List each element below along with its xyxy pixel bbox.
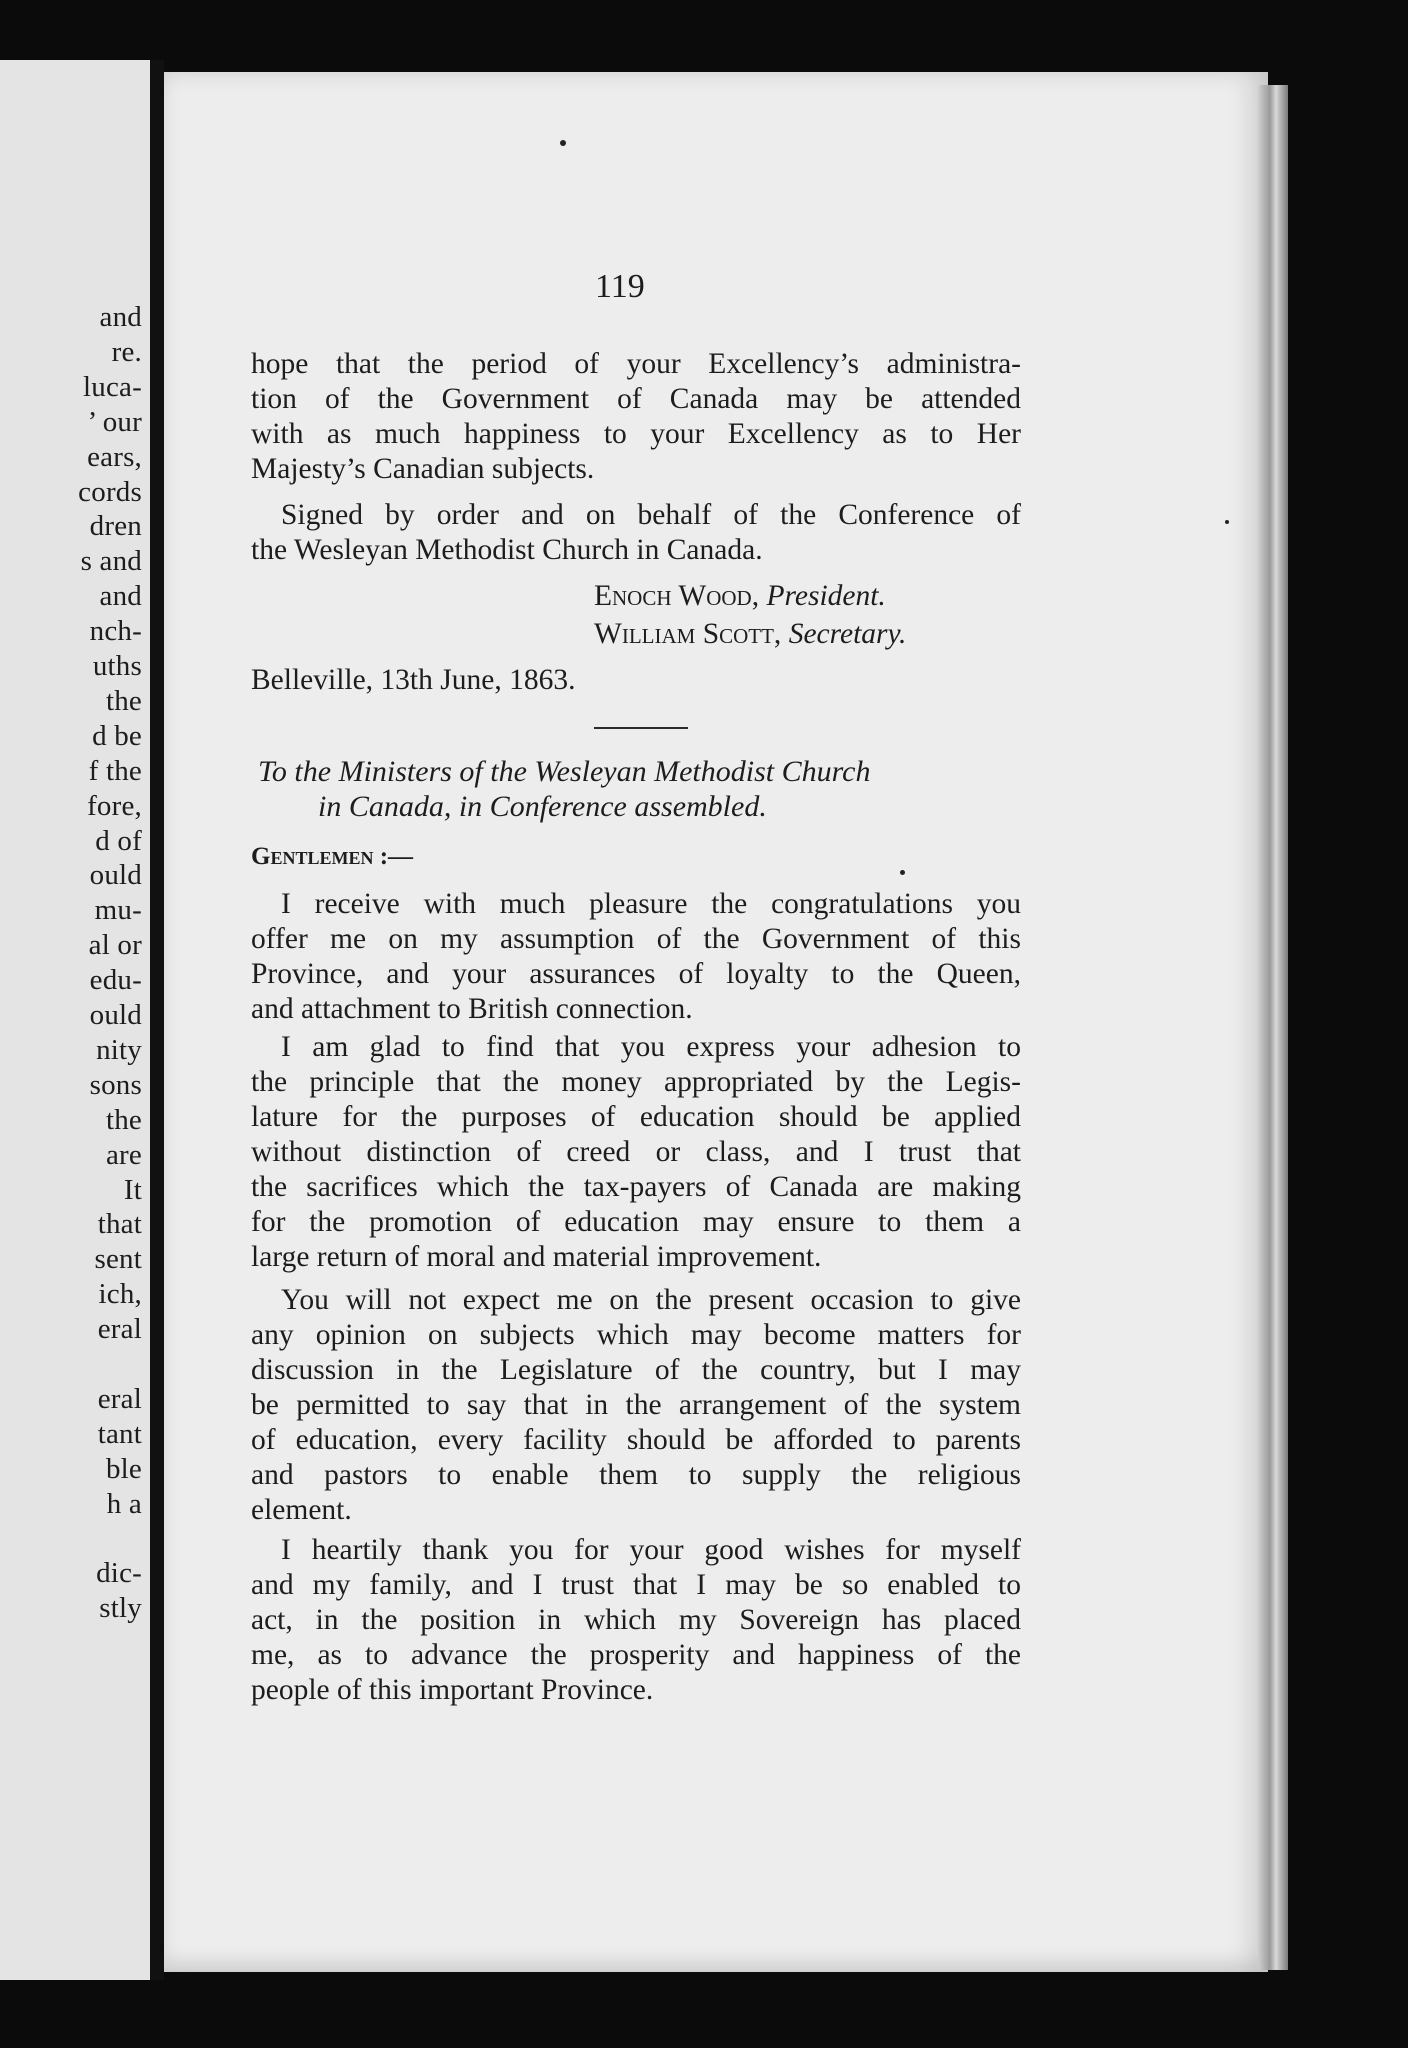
left-fragment-line: the bbox=[105, 1103, 142, 1136]
text-line: the Wesleyan Methodist Church in Canada. bbox=[251, 534, 763, 566]
left-page-fragment bbox=[0, 60, 150, 1980]
text-line: I am glad to find that you express your adhesion to bbox=[281, 1031, 1021, 1063]
text-line: lature for the purposes of education should be applied bbox=[251, 1101, 1021, 1133]
text-line: Majesty’s Canadian subjects. bbox=[251, 453, 595, 485]
left-fragment-line: that bbox=[97, 1208, 142, 1241]
ink-speck bbox=[900, 870, 905, 875]
left-fragment-line: ould bbox=[89, 859, 142, 892]
left-fragment-line: fore, bbox=[87, 789, 142, 822]
left-fragment-line: h a bbox=[106, 1487, 142, 1520]
text-line: the principle that the money appropriated by the Legis- bbox=[251, 1066, 1021, 1098]
text-line: hope that the period of your Excellency’s administra- bbox=[251, 348, 1021, 380]
signature-secretary bbox=[594, 618, 906, 651]
left-fragment-line: ould bbox=[89, 999, 142, 1031]
left-fragment-line: tant bbox=[97, 1417, 142, 1450]
address-line: To the Ministers of the Wesleyan Methodist Church bbox=[258, 755, 871, 788]
left-fragment-line: nch- bbox=[89, 615, 142, 648]
text-line: and my family, and I trust that I may be so enabled to bbox=[251, 1569, 1021, 1601]
text-line: me, as to advance the prosperity and happiness of the bbox=[251, 1639, 1021, 1671]
text-line: and pastors to enable them to supply the religious bbox=[251, 1459, 1021, 1491]
text-line: element. bbox=[251, 1494, 352, 1526]
signer-title: Secretary. bbox=[788, 618, 907, 650]
address-line: in Canada, in Conference assembled. bbox=[318, 790, 767, 823]
text-line: discussion in the Legislature of the country, but I may bbox=[251, 1354, 1021, 1386]
ink-speck bbox=[560, 140, 566, 146]
left-fragment-line: stly bbox=[99, 1592, 142, 1625]
text-line: large return of moral and material improvement. bbox=[251, 1241, 822, 1273]
left-fragment-line: ears, bbox=[87, 440, 142, 473]
dateline: Belleville, 13th June, 1863. bbox=[251, 664, 576, 696]
text-line: for the promotion of education may ensure to them a bbox=[251, 1206, 1021, 1238]
ink-speck bbox=[1225, 520, 1229, 524]
text-line: and attachment to British connection. bbox=[251, 993, 693, 1025]
left-fragment-line: It bbox=[123, 1173, 142, 1206]
text-line: without distinction of creed or class, and I trust that bbox=[251, 1136, 1021, 1168]
left-fragment-line: are bbox=[105, 1138, 142, 1171]
text-line: tion of the Government of Canada may be attended bbox=[251, 383, 1021, 415]
page-number: 119 bbox=[595, 268, 645, 305]
page-edge bbox=[1258, 85, 1288, 1970]
left-fragment-line: d of bbox=[95, 824, 142, 857]
section-divider bbox=[594, 727, 688, 729]
left-fragment-line: dren bbox=[89, 510, 142, 543]
signer-name: Enoch Wood, bbox=[594, 580, 760, 612]
left-fragment-line: eral bbox=[97, 1313, 142, 1346]
text-line: You will not expect me on the present occasion to give bbox=[281, 1284, 1021, 1316]
left-fragment-line: eral bbox=[97, 1382, 142, 1415]
left-fragment-line: d be bbox=[92, 719, 142, 752]
left-fragment-line: nity bbox=[96, 1033, 142, 1066]
left-fragment-line: re. bbox=[111, 335, 142, 368]
left-fragment-line: the bbox=[105, 684, 142, 717]
text-line: of education, every facility should be afforded to parents bbox=[251, 1424, 1021, 1456]
salutation: Gentlemen :— bbox=[251, 843, 414, 870]
left-fragment-line: sent bbox=[94, 1243, 142, 1276]
signer-name: William Scott, bbox=[594, 618, 782, 650]
left-fragment-line: al or bbox=[88, 929, 142, 962]
left-fragment-line: luca- bbox=[83, 370, 142, 403]
text-line: any opinion on subjects which may become matters for bbox=[251, 1319, 1021, 1351]
left-fragment-line: ’ our bbox=[87, 405, 142, 438]
left-fragment-line: dic- bbox=[96, 1557, 142, 1590]
text-line: Province, and your assurances of loyalty to the Queen, bbox=[251, 958, 1021, 990]
text-line: be permitted to say that in the arrangement of the system bbox=[251, 1389, 1021, 1421]
text-line: offer me on my assumption of the Government of this bbox=[251, 923, 1021, 955]
left-fragment-line: and bbox=[99, 301, 142, 333]
left-fragment-line: uths bbox=[92, 650, 142, 682]
left-fragment-line: cords bbox=[78, 475, 142, 508]
left-fragment-line: f the bbox=[88, 754, 142, 787]
page-gutter bbox=[150, 60, 164, 1980]
left-fragment-line: edu- bbox=[89, 964, 142, 997]
text-line: the sacrifices which the tax-payers of Canada are making bbox=[251, 1171, 1021, 1203]
text-line: act, in the position in which my Sovereign has placed bbox=[251, 1604, 1021, 1636]
text-line: I receive with much pleasure the congratulations you bbox=[281, 888, 1021, 920]
text-line: Signed by order and on behalf of the Conference of bbox=[281, 499, 1021, 531]
left-fragment-line: and bbox=[99, 580, 142, 613]
text-line: people of this important Province. bbox=[251, 1674, 654, 1706]
text-line: I heartily thank you for your good wishes for myself bbox=[281, 1534, 1021, 1566]
left-fragment-line: sons bbox=[89, 1068, 142, 1101]
text-line: with as much happiness to your Excellency as to Her bbox=[251, 418, 1021, 450]
left-fragment-line: mu- bbox=[94, 894, 142, 927]
signature-president bbox=[594, 580, 886, 613]
left-fragment-line: ble bbox=[105, 1452, 142, 1485]
signer-title: President. bbox=[766, 580, 886, 612]
left-fragment-line: s and bbox=[80, 545, 142, 578]
left-fragment-line: ich, bbox=[98, 1278, 142, 1311]
